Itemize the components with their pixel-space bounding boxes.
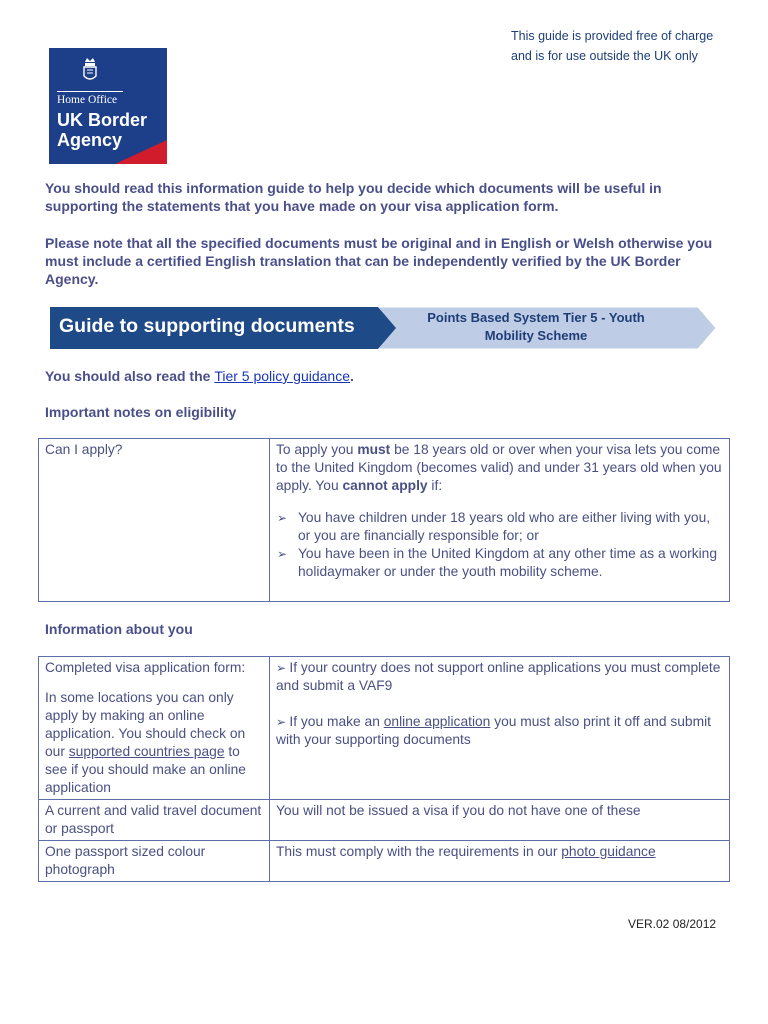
free-note-line-1: This guide is provided free of charge xyxy=(511,29,714,43)
eligibility-text-1: To apply you xyxy=(276,442,358,457)
table-row xyxy=(39,657,730,800)
uk-border-agency-logo xyxy=(49,48,167,164)
eligibility-heading: Important notes on eligibility xyxy=(45,404,237,420)
list-item xyxy=(276,545,723,581)
vaf9-text: If your country does not support online applications you must complete and submit a VAF9 xyxy=(276,660,721,693)
eligibility-question: Can I apply? xyxy=(39,439,270,602)
photo-guidance-text: This must comply with the requirements in our xyxy=(276,844,562,859)
passport-guidance: You will not be issued a visa if you do not have one of these xyxy=(270,800,730,841)
eligibility-text-must: must xyxy=(357,442,391,457)
department-name: Home Office xyxy=(57,94,118,106)
online-application-link[interactable]: online application xyxy=(383,714,491,729)
version-label: VER.02 08/2012 xyxy=(628,917,717,931)
also-read-prefix: You should also read the xyxy=(45,368,215,384)
table-row xyxy=(39,841,730,882)
banner-title: Guide to supporting documents xyxy=(59,315,355,337)
logo-red-corner xyxy=(115,140,167,164)
eligibility-table xyxy=(38,438,730,602)
visa-form-requirement xyxy=(39,657,270,800)
intro-paragraph-1: You should read this information guide to help you decide which documents will be useful in supporting the statements that you have made on your visa application form. xyxy=(45,180,662,214)
online-app-text-1: If you make an xyxy=(289,714,384,729)
about-you-table xyxy=(38,656,730,882)
logo-divider xyxy=(57,91,123,92)
online-app-text-2: you must also print it off and submit with your supporting documents xyxy=(276,714,711,747)
online-application-note xyxy=(276,713,723,749)
visa-form-note-2: to see if you should make an online application xyxy=(45,744,246,795)
agency-name-line-1: UK Border xyxy=(57,110,148,130)
table-row xyxy=(39,439,730,602)
eligibility-bullet-list xyxy=(276,509,723,581)
guide-banner xyxy=(50,307,716,349)
arrow-bullet-icon: ➢ xyxy=(277,511,288,525)
tier-5-policy-guidance-link[interactable]: Tier 5 policy guidance xyxy=(214,368,350,384)
list-item xyxy=(276,509,723,545)
arrow-bullet-icon: ➢ xyxy=(277,547,288,561)
intro-paragraph-2: Please note that all the specified documents must be original and in English or Welsh otherwise you must include a certified English translation that can be independently verified by the UK Border Agency. xyxy=(45,235,713,287)
eligibility-text-cannot-apply: cannot apply xyxy=(342,478,428,493)
arrow-bullet-icon: ➢ xyxy=(276,715,290,729)
free-note-line-2: and is for use outside the UK only xyxy=(511,49,698,63)
agency-name-line-2: Agency xyxy=(57,130,123,150)
eligibility-text-2: be 18 years old or over when your visa lets you come to the United Kingdom (becomes valid) and under 31 years old when you apply. You xyxy=(276,442,722,493)
visa-form-title: Completed visa application form: xyxy=(45,660,246,675)
visa-form-guidance xyxy=(270,657,730,800)
free-of-charge-note xyxy=(511,26,751,66)
photo-guidance-link[interactable]: photo guidance xyxy=(561,844,656,859)
also-read-line xyxy=(45,368,354,384)
eligibility-bullet-1: You have children under 18 years old who are either living with you, or you are financially responsible for; or xyxy=(298,510,711,543)
table-row xyxy=(39,800,730,841)
eligibility-answer xyxy=(270,439,730,602)
supported-countries-link[interactable]: supported countries page xyxy=(68,744,225,759)
visa-form-note xyxy=(45,689,263,797)
vaf9-note xyxy=(276,659,723,695)
photo-guidance xyxy=(270,841,730,882)
eligibility-bullet-2: You have been in the United Kingdom at any other time as a working holidaymaker or under the youth mobility scheme. xyxy=(298,546,718,579)
about-you-heading: Information about you xyxy=(45,621,193,637)
banner-subtitle: Points Based System Tier 5 - Youth Mobility Scheme xyxy=(427,310,645,343)
passport-requirement: A current and valid travel document or passport xyxy=(39,800,270,841)
visa-form-note-1: In some locations you can only apply by making an online application. You should check on our xyxy=(45,690,246,759)
eligibility-rules-text xyxy=(276,441,723,495)
also-read-suffix: . xyxy=(350,368,354,384)
arrow-bullet-icon: ➢ xyxy=(276,661,290,675)
photo-requirement: One passport sized colour photograph xyxy=(39,841,270,882)
eligibility-text-3: if: xyxy=(427,478,443,493)
royal-crest-icon xyxy=(79,56,101,84)
